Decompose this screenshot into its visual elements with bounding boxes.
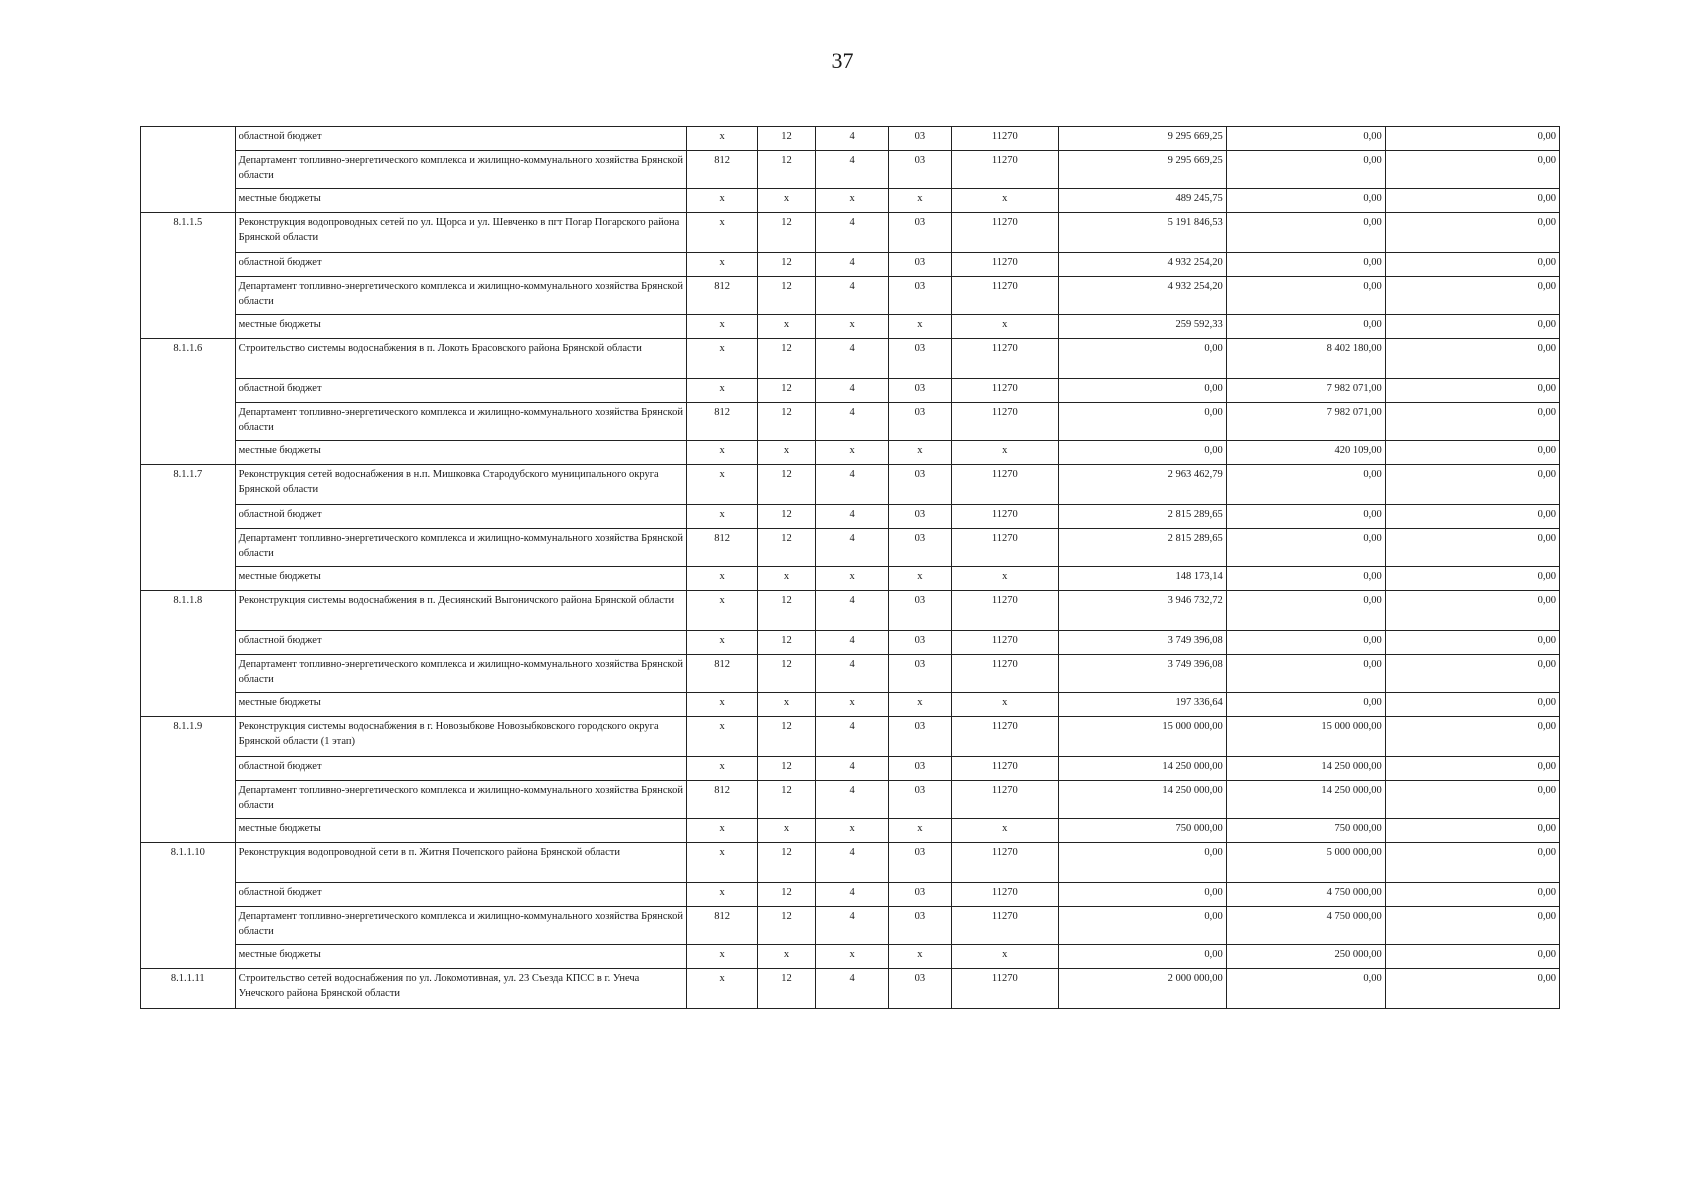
table-row <box>141 151 1560 189</box>
cell-om: 03 <box>889 757 951 781</box>
cell-gp: 12 <box>758 213 816 253</box>
cell-om: 03 <box>889 717 951 757</box>
cell-direction: x <box>951 441 1059 465</box>
cell-om: 03 <box>889 465 951 505</box>
cell-grbs: 812 <box>687 151 758 189</box>
cell-number: 8.1.1.5 <box>141 213 236 339</box>
cell-amount-3: 0,00 <box>1385 567 1559 591</box>
cell-om: 03 <box>889 151 951 189</box>
cell-om: x <box>889 945 951 969</box>
cell-name: местные бюджеты <box>235 567 687 591</box>
cell-amount-2: 0,00 <box>1226 969 1385 1009</box>
cell-name: Департамент топливно-энергетического комплекса и жилищно-коммунального хозяйства Брянской области <box>235 907 687 945</box>
cell-om: x <box>889 441 951 465</box>
cell-name: областной бюджет <box>235 253 687 277</box>
cell-gp: x <box>758 693 816 717</box>
cell-amount-3: 0,00 <box>1385 655 1559 693</box>
cell-amount-3: 0,00 <box>1385 819 1559 843</box>
cell-amount-1: 5 191 846,53 <box>1059 213 1227 253</box>
cell-amount-1: 0,00 <box>1059 339 1227 379</box>
cell-amount-3: 0,00 <box>1385 213 1559 253</box>
table-row <box>141 253 1560 277</box>
cell-grbs: 812 <box>687 781 758 819</box>
cell-name: местные бюджеты <box>235 189 687 213</box>
cell-amount-2: 0,00 <box>1226 505 1385 529</box>
table-row <box>141 945 1560 969</box>
cell-amount-2: 0,00 <box>1226 567 1385 591</box>
cell-grbs: x <box>687 379 758 403</box>
table-row <box>141 717 1560 757</box>
table-row <box>141 213 1560 253</box>
cell-grbs: x <box>687 339 758 379</box>
cell-pgp: x <box>816 567 889 591</box>
cell-direction: 11270 <box>951 277 1059 315</box>
cell-amount-3: 0,00 <box>1385 529 1559 567</box>
cell-direction: x <box>951 189 1059 213</box>
cell-amount-2: 7 982 071,00 <box>1226 379 1385 403</box>
cell-direction: x <box>951 567 1059 591</box>
cell-name: областной бюджет <box>235 883 687 907</box>
cell-grbs: x <box>687 213 758 253</box>
cell-grbs: x <box>687 969 758 1009</box>
cell-om: x <box>889 693 951 717</box>
cell-name: местные бюджеты <box>235 819 687 843</box>
table-row <box>141 907 1560 945</box>
cell-amount-1: 2 000 000,00 <box>1059 969 1227 1009</box>
cell-pgp: 4 <box>816 253 889 277</box>
cell-grbs: x <box>687 693 758 717</box>
cell-om: 03 <box>889 277 951 315</box>
cell-grbs: x <box>687 315 758 339</box>
cell-amount-1: 148 173,14 <box>1059 567 1227 591</box>
cell-number: 8.1.1.10 <box>141 843 236 969</box>
cell-grbs: x <box>687 465 758 505</box>
cell-amount-2: 4 750 000,00 <box>1226 907 1385 945</box>
cell-amount-3: 0,00 <box>1385 277 1559 315</box>
cell-amount-3: 0,00 <box>1385 441 1559 465</box>
cell-grbs: x <box>687 127 758 151</box>
cell-number <box>141 127 236 213</box>
cell-amount-1: 750 000,00 <box>1059 819 1227 843</box>
cell-pgp: x <box>816 819 889 843</box>
cell-pgp: 4 <box>816 277 889 315</box>
cell-amount-1: 0,00 <box>1059 379 1227 403</box>
table-row <box>141 403 1560 441</box>
cell-number: 8.1.1.11 <box>141 969 236 1009</box>
cell-gp: x <box>758 441 816 465</box>
cell-gp: 12 <box>758 465 816 505</box>
cell-om: 03 <box>889 655 951 693</box>
cell-grbs: x <box>687 591 758 631</box>
cell-gp: 12 <box>758 843 816 883</box>
cell-gp: 12 <box>758 127 816 151</box>
cell-amount-2: 0,00 <box>1226 189 1385 213</box>
cell-amount-3: 0,00 <box>1385 757 1559 781</box>
cell-amount-1: 4 932 254,20 <box>1059 253 1227 277</box>
cell-amount-2: 0,00 <box>1226 655 1385 693</box>
cell-grbs: x <box>687 945 758 969</box>
cell-pgp: 4 <box>816 529 889 567</box>
cell-pgp: 4 <box>816 339 889 379</box>
cell-pgp: 4 <box>816 883 889 907</box>
cell-om: 03 <box>889 213 951 253</box>
cell-amount-1: 2 815 289,65 <box>1059 505 1227 529</box>
cell-om: x <box>889 819 951 843</box>
cell-direction: 11270 <box>951 127 1059 151</box>
cell-name: Департамент топливно-энергетического комплекса и жилищно-коммунального хозяйства Брянской области <box>235 781 687 819</box>
cell-om: x <box>889 567 951 591</box>
cell-om: x <box>889 189 951 213</box>
cell-grbs: x <box>687 189 758 213</box>
table-row <box>141 315 1560 339</box>
cell-amount-2: 0,00 <box>1226 591 1385 631</box>
table-row <box>141 655 1560 693</box>
cell-grbs: x <box>687 505 758 529</box>
cell-amount-1: 3 946 732,72 <box>1059 591 1227 631</box>
cell-gp: 12 <box>758 379 816 403</box>
cell-amount-3: 0,00 <box>1385 717 1559 757</box>
cell-gp: x <box>758 315 816 339</box>
table-row <box>141 567 1560 591</box>
cell-name: Строительство системы водоснабжения в п. Локоть Брасовского района Брянской области <box>235 339 687 379</box>
cell-gp: 12 <box>758 757 816 781</box>
table-row <box>141 465 1560 505</box>
cell-name: областной бюджет <box>235 505 687 529</box>
cell-name: Реконструкция системы водоснабжения в г. Новозыбкове Новозыбковского городского округа Брянской области (1 этап) <box>235 717 687 757</box>
cell-grbs: x <box>687 843 758 883</box>
cell-om: 03 <box>889 529 951 567</box>
cell-direction: 11270 <box>951 253 1059 277</box>
cell-amount-2: 0,00 <box>1226 529 1385 567</box>
cell-amount-2: 0,00 <box>1226 151 1385 189</box>
cell-gp: 12 <box>758 631 816 655</box>
cell-name: Департамент топливно-энергетического комплекса и жилищно-коммунального хозяйства Брянской области <box>235 403 687 441</box>
cell-direction: 11270 <box>951 529 1059 567</box>
cell-name: областной бюджет <box>235 127 687 151</box>
cell-om: 03 <box>889 403 951 441</box>
cell-amount-3: 0,00 <box>1385 945 1559 969</box>
cell-gp: x <box>758 819 816 843</box>
cell-pgp: 4 <box>816 591 889 631</box>
cell-pgp: 4 <box>816 127 889 151</box>
cell-gp: 12 <box>758 907 816 945</box>
cell-om: x <box>889 315 951 339</box>
table-row <box>141 757 1560 781</box>
cell-grbs: 812 <box>687 403 758 441</box>
table-row <box>141 441 1560 465</box>
cell-gp: 12 <box>758 781 816 819</box>
table-row <box>141 591 1560 631</box>
cell-pgp: 4 <box>816 631 889 655</box>
cell-gp: 12 <box>758 655 816 693</box>
cell-direction: 11270 <box>951 631 1059 655</box>
cell-name: местные бюджеты <box>235 441 687 465</box>
cell-gp: x <box>758 945 816 969</box>
cell-amount-3: 0,00 <box>1385 339 1559 379</box>
cell-pgp: 4 <box>816 655 889 693</box>
cell-amount-2: 4 750 000,00 <box>1226 883 1385 907</box>
cell-amount-2: 0,00 <box>1226 213 1385 253</box>
cell-amount-3: 0,00 <box>1385 591 1559 631</box>
cell-amount-3: 0,00 <box>1385 253 1559 277</box>
cell-name: Департамент топливно-энергетического комплекса и жилищно-коммунального хозяйства Брянской области <box>235 277 687 315</box>
cell-amount-1: 3 749 396,08 <box>1059 655 1227 693</box>
cell-amount-3: 0,00 <box>1385 505 1559 529</box>
cell-grbs: 812 <box>687 277 758 315</box>
cell-amount-1: 0,00 <box>1059 907 1227 945</box>
cell-pgp: 4 <box>816 403 889 441</box>
cell-amount-2: 15 000 000,00 <box>1226 717 1385 757</box>
cell-gp: 12 <box>758 505 816 529</box>
cell-direction: 11270 <box>951 505 1059 529</box>
cell-amount-1: 0,00 <box>1059 403 1227 441</box>
cell-direction: x <box>951 693 1059 717</box>
cell-direction: x <box>951 819 1059 843</box>
cell-pgp: 4 <box>816 969 889 1009</box>
cell-direction: 11270 <box>951 465 1059 505</box>
cell-pgp: 4 <box>816 781 889 819</box>
cell-gp: 12 <box>758 969 816 1009</box>
cell-amount-2: 0,00 <box>1226 693 1385 717</box>
cell-amount-2: 0,00 <box>1226 315 1385 339</box>
table-row <box>141 277 1560 315</box>
cell-amount-1: 14 250 000,00 <box>1059 781 1227 819</box>
cell-direction: 11270 <box>951 655 1059 693</box>
cell-amount-2: 8 402 180,00 <box>1226 339 1385 379</box>
cell-om: 03 <box>889 591 951 631</box>
cell-name: областной бюджет <box>235 379 687 403</box>
table-body <box>141 127 1560 1009</box>
cell-om: 03 <box>889 781 951 819</box>
cell-amount-1: 9 295 669,25 <box>1059 151 1227 189</box>
table-row <box>141 189 1560 213</box>
cell-pgp: 4 <box>816 379 889 403</box>
cell-amount-2: 420 109,00 <box>1226 441 1385 465</box>
cell-gp: 12 <box>758 883 816 907</box>
cell-om: 03 <box>889 339 951 379</box>
cell-amount-3: 0,00 <box>1385 127 1559 151</box>
cell-pgp: x <box>816 945 889 969</box>
cell-amount-1: 489 245,75 <box>1059 189 1227 213</box>
cell-amount-1: 0,00 <box>1059 945 1227 969</box>
cell-amount-1: 0,00 <box>1059 843 1227 883</box>
cell-name: областной бюджет <box>235 757 687 781</box>
budget-table <box>140 126 1560 1009</box>
cell-amount-2: 0,00 <box>1226 465 1385 505</box>
cell-amount-1: 2 963 462,79 <box>1059 465 1227 505</box>
cell-amount-2: 14 250 000,00 <box>1226 757 1385 781</box>
cell-pgp: 4 <box>816 717 889 757</box>
cell-direction: 11270 <box>951 781 1059 819</box>
cell-om: 03 <box>889 969 951 1009</box>
cell-om: 03 <box>889 127 951 151</box>
cell-grbs: 812 <box>687 529 758 567</box>
cell-direction: 11270 <box>951 757 1059 781</box>
cell-amount-3: 0,00 <box>1385 969 1559 1009</box>
cell-amount-3: 0,00 <box>1385 465 1559 505</box>
cell-gp: 12 <box>758 717 816 757</box>
cell-amount-2: 7 982 071,00 <box>1226 403 1385 441</box>
cell-amount-2: 5 000 000,00 <box>1226 843 1385 883</box>
cell-om: 03 <box>889 505 951 529</box>
cell-amount-3: 0,00 <box>1385 843 1559 883</box>
cell-direction: 11270 <box>951 591 1059 631</box>
cell-amount-1: 3 749 396,08 <box>1059 631 1227 655</box>
cell-name: Строительство сетей водоснабжения по ул. Локомотивная, ул. 23 Съезда КПСС в г. Унеча Унечского района Брянской области <box>235 969 687 1009</box>
table-row <box>141 843 1560 883</box>
table-row <box>141 379 1560 403</box>
cell-amount-1: 4 932 254,20 <box>1059 277 1227 315</box>
cell-pgp: x <box>816 315 889 339</box>
cell-direction: 11270 <box>951 151 1059 189</box>
cell-om: 03 <box>889 883 951 907</box>
cell-direction: 11270 <box>951 907 1059 945</box>
cell-amount-1: 197 336,64 <box>1059 693 1227 717</box>
cell-amount-1: 259 592,33 <box>1059 315 1227 339</box>
cell-direction: 11270 <box>951 339 1059 379</box>
cell-pgp: x <box>816 441 889 465</box>
table-row <box>141 883 1560 907</box>
cell-pgp: 4 <box>816 757 889 781</box>
cell-amount-1: 0,00 <box>1059 883 1227 907</box>
cell-pgp: 4 <box>816 505 889 529</box>
cell-amount-2: 0,00 <box>1226 277 1385 315</box>
cell-grbs: x <box>687 883 758 907</box>
cell-amount-2: 0,00 <box>1226 631 1385 655</box>
cell-amount-1: 2 815 289,65 <box>1059 529 1227 567</box>
cell-name: Департамент топливно-энергетического комплекса и жилищно-коммунального хозяйства Брянской области <box>235 529 687 567</box>
cell-name: областной бюджет <box>235 631 687 655</box>
cell-number: 8.1.1.9 <box>141 717 236 843</box>
table-row <box>141 819 1560 843</box>
table-row <box>141 781 1560 819</box>
cell-name: Департамент топливно-энергетического комплекса и жилищно-коммунального хозяйства Брянской области <box>235 151 687 189</box>
cell-grbs: x <box>687 819 758 843</box>
cell-name: местные бюджеты <box>235 693 687 717</box>
cell-gp: 12 <box>758 591 816 631</box>
cell-gp: x <box>758 189 816 213</box>
cell-amount-3: 0,00 <box>1385 379 1559 403</box>
cell-gp: x <box>758 567 816 591</box>
cell-gp: 12 <box>758 253 816 277</box>
table-row <box>141 339 1560 379</box>
cell-amount-3: 0,00 <box>1385 693 1559 717</box>
cell-number: 8.1.1.7 <box>141 465 236 591</box>
cell-number: 8.1.1.8 <box>141 591 236 717</box>
cell-pgp: 4 <box>816 151 889 189</box>
cell-direction: 11270 <box>951 883 1059 907</box>
table-row <box>141 529 1560 567</box>
cell-name: Реконструкция водопроводной сети в п. Житня Почепского района Брянской области <box>235 843 687 883</box>
page-number: 37 <box>831 48 854 73</box>
cell-direction: 11270 <box>951 379 1059 403</box>
cell-name: Департамент топливно-энергетического комплекса и жилищно-коммунального хозяйства Брянской области <box>235 655 687 693</box>
cell-gp: 12 <box>758 277 816 315</box>
cell-name: Реконструкция сетей водоснабжения в н.п. Мишковка Стародубского муниципального округа Брянской области <box>235 465 687 505</box>
cell-gp: 12 <box>758 339 816 379</box>
cell-gp: 12 <box>758 151 816 189</box>
cell-direction: 11270 <box>951 969 1059 1009</box>
cell-grbs: x <box>687 631 758 655</box>
cell-amount-3: 0,00 <box>1385 151 1559 189</box>
cell-gp: 12 <box>758 403 816 441</box>
cell-om: 03 <box>889 907 951 945</box>
cell-amount-3: 0,00 <box>1385 189 1559 213</box>
cell-amount-2: 14 250 000,00 <box>1226 781 1385 819</box>
cell-amount-2: 750 000,00 <box>1226 819 1385 843</box>
cell-grbs: x <box>687 441 758 465</box>
cell-name: Реконструкция системы водоснабжения в п. Десиянский Выгоничского района Брянской области <box>235 591 687 631</box>
cell-om: 03 <box>889 379 951 403</box>
cell-name: местные бюджеты <box>235 945 687 969</box>
cell-direction: x <box>951 315 1059 339</box>
cell-pgp: 4 <box>816 465 889 505</box>
table-row <box>141 505 1560 529</box>
cell-pgp: 4 <box>816 907 889 945</box>
cell-name: Реконструкция водопроводных сетей по ул. Щорса и ул. Шевченко в пгт Погар Погарского района Брянской области <box>235 213 687 253</box>
cell-grbs: x <box>687 757 758 781</box>
table-row <box>141 127 1560 151</box>
cell-direction: 11270 <box>951 213 1059 253</box>
cell-amount-3: 0,00 <box>1385 883 1559 907</box>
cell-direction: 11270 <box>951 843 1059 883</box>
cell-pgp: 4 <box>816 213 889 253</box>
cell-gp: 12 <box>758 529 816 567</box>
cell-amount-3: 0,00 <box>1385 403 1559 441</box>
cell-grbs: x <box>687 567 758 591</box>
cell-amount-3: 0,00 <box>1385 631 1559 655</box>
cell-amount-3: 0,00 <box>1385 781 1559 819</box>
cell-direction: x <box>951 945 1059 969</box>
cell-amount-2: 0,00 <box>1226 253 1385 277</box>
cell-amount-1: 14 250 000,00 <box>1059 757 1227 781</box>
cell-grbs: 812 <box>687 907 758 945</box>
cell-amount-2: 250 000,00 <box>1226 945 1385 969</box>
cell-amount-3: 0,00 <box>1385 907 1559 945</box>
cell-amount-1: 0,00 <box>1059 441 1227 465</box>
cell-pgp: x <box>816 693 889 717</box>
cell-amount-2: 0,00 <box>1226 127 1385 151</box>
table-row <box>141 693 1560 717</box>
cell-om: 03 <box>889 631 951 655</box>
table-row <box>141 969 1560 1009</box>
cell-grbs: 812 <box>687 655 758 693</box>
cell-amount-1: 9 295 669,25 <box>1059 127 1227 151</box>
cell-number: 8.1.1.6 <box>141 339 236 465</box>
cell-grbs: x <box>687 253 758 277</box>
cell-om: 03 <box>889 253 951 277</box>
cell-pgp: 4 <box>816 843 889 883</box>
cell-name: местные бюджеты <box>235 315 687 339</box>
cell-amount-3: 0,00 <box>1385 315 1559 339</box>
cell-pgp: x <box>816 189 889 213</box>
cell-grbs: x <box>687 717 758 757</box>
cell-direction: 11270 <box>951 717 1059 757</box>
cell-om: 03 <box>889 843 951 883</box>
cell-direction: 11270 <box>951 403 1059 441</box>
cell-amount-1: 15 000 000,00 <box>1059 717 1227 757</box>
table-row <box>141 631 1560 655</box>
